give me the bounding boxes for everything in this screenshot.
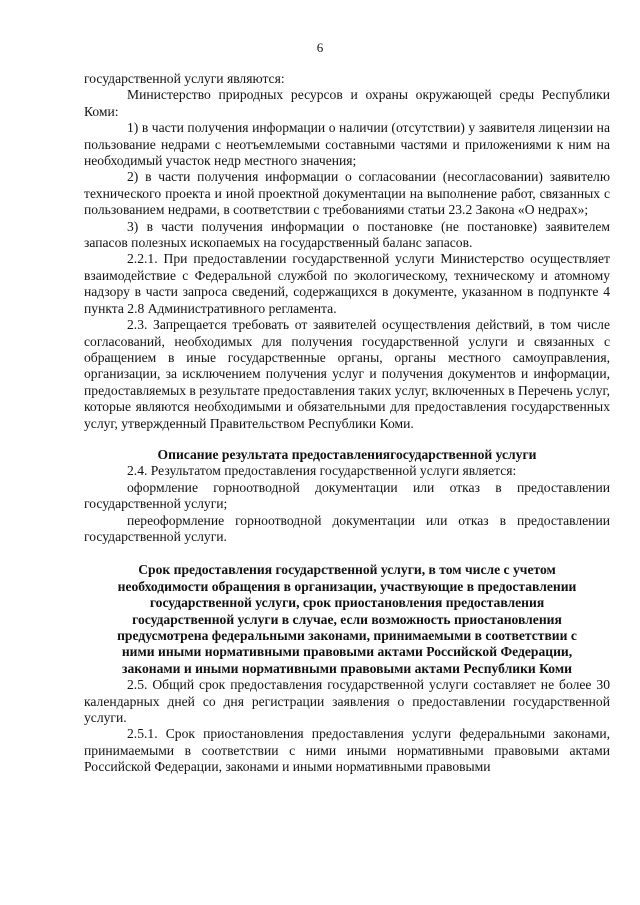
heading-line: государственной услуги, срок приостановления предоставления bbox=[149, 595, 545, 611]
paragraph-2-5: 2.5. Общий срок предоставления государственной услуги составляет не более 30 календарных дней со дня регистрации заявления о предоставлении государственной услуги. bbox=[84, 677, 610, 726]
paragraph-ministry: Министерство природных ресурсов и охраны окружающей среды Республики Коми: bbox=[84, 87, 610, 119]
heading-line: необходимости обращения в организации, участвующие в предоставлении bbox=[117, 578, 577, 594]
paragraph-item-2: 2) в части получения информации о согласовании (несогласовании) заявителю технического проекта и иной проектной документации на выполнение работ, связанных с пользованием недрами, в соответствии с требованиями статьи 23.2 Закона «О недрах»; bbox=[84, 169, 610, 218]
paragraph-2-5-1: 2.5.1. Срок приостановления предоставления услуги федеральными законами, принимаемыми в соответствии с ними иными нормативными правовыми актами Российской Федерации, законами и иными нормативными правовыми bbox=[84, 726, 610, 775]
page-number: 6 bbox=[316, 40, 324, 55]
document-body bbox=[84, 71, 610, 776]
paragraph-continuation: государственной услуги являются: bbox=[84, 71, 285, 86]
paragraph-result-2: переоформление горноотводной документации или отказ в предоставлении государственной услуги. bbox=[84, 512, 610, 544]
heading-line: Срок предоставления государственной услуги, в том числе с учетом bbox=[138, 562, 556, 578]
heading-line: законами и иными нормативными правовыми актами Республики Коми bbox=[122, 660, 572, 676]
paragraph-2-4: 2.4. Результатом предоставления государственной услуги является: bbox=[127, 463, 517, 479]
paragraph-2-2-1: 2.2.1. При предоставлении государственной услуги Министерство осуществляет взаимодействие с Федеральной службой по экологическому, техническому и атомному надзору в части запроса сведений, содержащихся в документе, указанном в подпункте 4 пункта 2.8 Административного регламента. bbox=[84, 251, 610, 316]
paragraph-result-1: оформление горноотводной документации или отказ в предоставлении государственной услуги; bbox=[84, 479, 610, 512]
paragraph-2-3: 2.3. Запрещается требовать от заявителей осуществления действий, в том числе согласований, необходимых для получения государственной услуги и связанных с обращением в иные государственные органы, органы местного самоуправления, организации, за исключением получения услуг и получения документов и информации, предоставляемых в результате предоставления таких услуг, включенных в Перечень услуг, которые являются необходимыми и обязательными для предоставления государственных услуг, утвержденный Правительством Республики Коми. bbox=[84, 317, 610, 431]
heading-line: предусмотрена федеральными законами, принимаемыми в соответствии с bbox=[117, 628, 577, 643]
section-heading-result: Описание результата предоставлениягосударственной услуги bbox=[157, 446, 537, 462]
section-heading-term bbox=[84, 562, 610, 677]
paragraph-item-3: 3) в части получения информации о постановке (не постановке) заявителем запасов полезных ископаемых на государственный баланс запасов. bbox=[84, 218, 610, 251]
paragraph-item-1: 1) в части получения информации о наличии (отсутствии) у заявителя лицензии на пользование недрами с неотъемлемыми составными частями и приложениями к ним на необходимый участок недр местного значения; bbox=[84, 120, 610, 169]
heading-line: ними иными нормативными правовыми актами Российской Федерации, bbox=[121, 644, 573, 660]
heading-line: государственной услуги в случае, если возможность приостановления bbox=[132, 611, 562, 627]
